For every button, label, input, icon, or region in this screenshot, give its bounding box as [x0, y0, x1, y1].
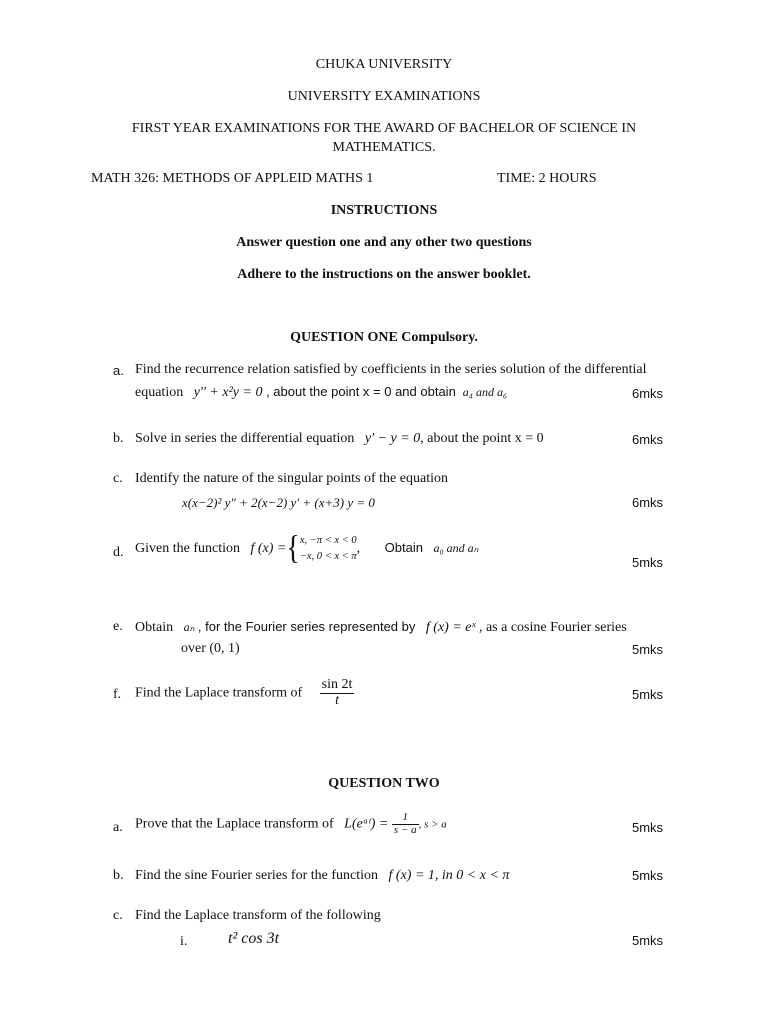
q1e-marks: 5mks: [632, 642, 664, 657]
course-title: MATH 326: METHODS OF APPLEID MATHS 1: [91, 171, 374, 186]
q2b-pre: Find the sine Fourier series for the function: [135, 868, 379, 883]
question-two-title: QUESTION TWO: [328, 776, 440, 791]
q1d-equation-2: a₀ and aₙ: [433, 540, 479, 555]
q1e-post: , as a cosine Fourier series: [478, 620, 627, 635]
q1c-marks: 6mks: [632, 495, 664, 510]
exam-title: UNIVERSITY EXAMINATIONS: [287, 89, 481, 104]
q2c-letter: c.: [113, 908, 123, 923]
piecewise-case-2: −x, 0 < x < π: [299, 550, 357, 562]
q2b-equation: f (x) = 1, in 0 < x < π: [388, 868, 510, 883]
q2a-line: [135, 812, 447, 836]
q2a-marks: 5mks: [632, 820, 664, 835]
q1e-an: aₙ: [183, 620, 195, 634]
q1e-letter: e.: [113, 619, 123, 634]
q1b-letter: b.: [113, 431, 124, 446]
exam-time: TIME: 2 HOURS: [497, 171, 597, 186]
q1d-fx: f (x) =: [250, 540, 287, 556]
q1f-denominator: t: [335, 692, 339, 708]
piecewise-case-1: x, −π < x < 0: [299, 535, 357, 546]
q2c-i-label: i.: [180, 934, 188, 949]
q1a-letter: a.: [113, 363, 124, 378]
q1e-line1: [135, 619, 627, 636]
q1c-letter: c.: [113, 471, 123, 486]
q1f-fraction: [320, 678, 355, 708]
q1d-line: [135, 529, 479, 567]
q1b-post: , about the point x = 0: [420, 431, 544, 446]
q1d-letter: d.: [113, 545, 124, 560]
q1a-line2: [135, 384, 507, 401]
q1d-comma: ,: [356, 540, 361, 556]
q1f-numerator: sin 2t: [321, 677, 353, 692]
university-name: CHUKA UNIVERSITY: [315, 57, 453, 72]
q1a-mid: , about the point x = 0 and obtain: [262, 384, 456, 399]
q1a-line1: Find the recurrence relation satisfied by coefficients in the series solution of the differential: [135, 362, 647, 377]
instruction-2: Adhere to the instructions on the answer booklet.: [237, 267, 531, 282]
q1f-line: [135, 678, 354, 708]
q2b-line: [135, 868, 509, 884]
q1d-obtain: Obtain: [384, 539, 423, 555]
q1e-mid: , for the Fourier series represented by: [197, 619, 416, 634]
q1f-marks: 5mks: [632, 687, 664, 702]
piecewise-brace: {: [286, 529, 300, 567]
q1a-pre: equation: [135, 385, 184, 400]
q1f-letter: f.: [113, 687, 122, 702]
q1a-equation: y'' + x²y = 0: [193, 385, 263, 400]
q1a-equation-2: a₄ and a₆: [462, 385, 508, 399]
q1e-equation: f (x) = eˣ: [425, 620, 476, 635]
q1a-marks: 6mks: [632, 386, 664, 401]
q2c-i-equation: t² cos 3t: [228, 930, 280, 947]
q2a-numerator: 1: [392, 812, 419, 825]
award-line-1: FIRST YEAR EXAMINATIONS FOR THE AWARD OF BACHELOR OF SCIENCE IN: [131, 121, 637, 136]
q1b-line: [135, 431, 544, 447]
q1d-pre: Given the function: [135, 540, 240, 556]
q2b-marks: 5mks: [632, 868, 664, 883]
q1e-line2: over (0, 1): [181, 641, 240, 656]
q2a-pre: Prove that the Laplace transform of: [135, 816, 334, 832]
award-line-2: MATHEMATICS.: [332, 140, 436, 155]
q1c-pre: Identify the nature of the singular points of the equation: [135, 471, 448, 486]
q1b-pre: Solve in series the differential equation: [135, 431, 355, 446]
q2c-marks: 5mks: [632, 933, 664, 948]
q1d-marks: 5mks: [632, 555, 664, 570]
q1b-marks: 6mks: [632, 432, 664, 447]
q2a-denominator: s − a: [393, 823, 417, 836]
q2c-pre: Find the Laplace transform of the following: [135, 908, 381, 923]
q1f-pre: Find the Laplace transform of: [135, 685, 303, 701]
question-one-title: QUESTION ONE Compulsory.: [290, 330, 478, 345]
piecewise-cases: [300, 533, 357, 565]
q1e-pre: Obtain: [135, 620, 174, 635]
instructions-heading: INSTRUCTIONS: [330, 203, 438, 218]
q2a-lhs: L(eᵃᵗ) =: [344, 816, 389, 832]
q1c-equation: x(x−2)² y″ + 2(x−2) y′ + (x+3) y = 0: [182, 495, 375, 510]
q2a-condition: , s > a: [418, 818, 447, 831]
q2a-letter: a.: [113, 820, 123, 835]
q2b-letter: b.: [113, 868, 124, 883]
q2a-fraction: [392, 812, 419, 836]
q1b-equation: y' − y = 0: [364, 431, 421, 446]
instruction-1: Answer question one and any other two questions: [236, 235, 532, 250]
